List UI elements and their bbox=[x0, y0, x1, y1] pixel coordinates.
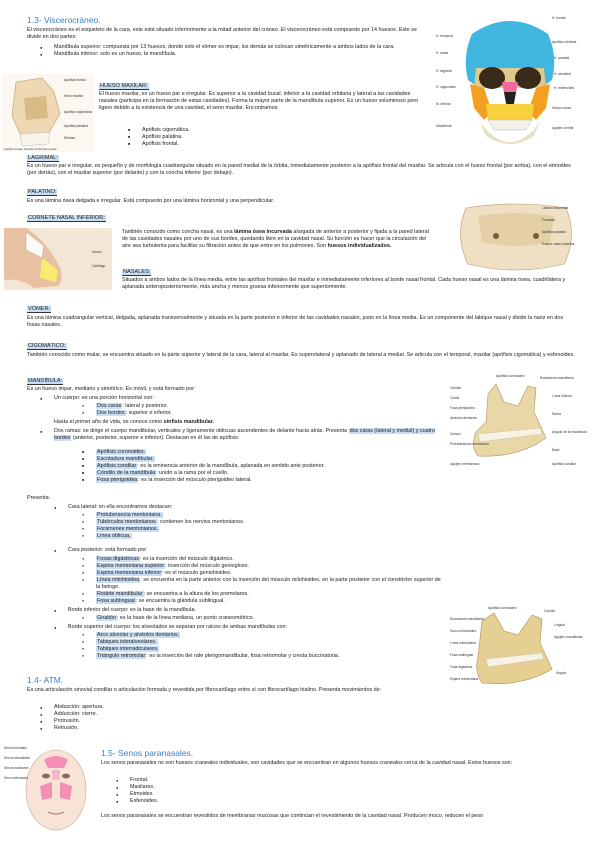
cigomatico-heading: CIGOMÁTICO: bbox=[28, 343, 66, 349]
mandible-lateral-figure bbox=[448, 372, 588, 472]
mandible-medial-label: Cóndilo bbox=[544, 609, 556, 613]
mandible-medial-label: Fosa sublingual bbox=[450, 653, 474, 657]
vomer-text: Es una lámina cuadrangular vertical, delgada, aplanada transversalmente y situada en la parte posterior e inferior de las cavidades nasales, justo en la línea media. Es un componente del tabique nasal y divide la nariz en dos fosas nasales. bbox=[27, 315, 564, 328]
list-item: ● Frontal. bbox=[116, 777, 316, 784]
mandible-label: Fosa pterigoidea bbox=[450, 406, 475, 410]
mandible-medial-label: Apófisis coronoides bbox=[488, 606, 517, 610]
list-item: ● Borde superior del cuerpo: los alveolados se separan por raíces de ambas mandíbulas con: bbox=[54, 624, 454, 631]
list-item: ● Tabiques interalveolares. bbox=[82, 639, 442, 646]
nose-figure bbox=[4, 228, 112, 290]
list-item: ● Un cuerpo: es una porción horizontal con: bbox=[40, 395, 440, 402]
cara-lateral-sublist bbox=[82, 512, 422, 540]
maxilar-caption: Apófisis frontal, Sección frontal del maxilar bbox=[4, 147, 57, 151]
mandibula-intro: Es un hueso impar, mediano y simétrico. Es móvil, y está formado por: bbox=[27, 386, 196, 392]
list-item: ■ Cóndilo de la mandíbula: unido a la rama por el cuello. bbox=[82, 470, 442, 477]
list-item: ● Borde inferior del cuerpo: es la base de la mandíbula. bbox=[54, 607, 434, 614]
skull-label: H. etmoidal bbox=[554, 72, 571, 76]
mandible-medial-label: Espina mentoniana bbox=[450, 677, 479, 681]
list-item: ● Tabiques interradiculares. bbox=[82, 646, 442, 653]
viscerocraneo-intro: El viscerocráneo es el esqueleto de la cara, este está situado inferiormente a la mitad anterior del cráneo. El viscerocráneo está compuesto por 14 huesos. Este se divide en dos partes: bbox=[27, 27, 417, 40]
embryo-note: Hasta el primer año de vida, se conoce como sínfisis mandibular. bbox=[54, 419, 214, 425]
list-item: ● Retrusión. bbox=[40, 725, 340, 732]
cornete-text: También conocido como concha nasal, es una lámina ósea incurvada alargada de anterior a posterior y fijada a la pared lateral de las cavidades nasales por uno de sus bordes, quedando libre en la cavidad nasal. Su función es hacer que la circulación del aire sea turbulenta para facilitar su filtración antes de que entre en los pulmones. Son huesos individualizados. bbox=[122, 229, 429, 249]
mandible-medial-label: Línea milohioidea bbox=[450, 641, 476, 645]
mandible-label: Ángulo de la mandíbula bbox=[552, 430, 587, 434]
maxilar-list bbox=[128, 127, 328, 148]
palate-label: Apófisis palatina bbox=[542, 230, 567, 234]
list-item: ● Forámenes mentonianos. bbox=[82, 526, 422, 533]
senos-text: Los senos paranasales no son huesos craneales individuales, son cavidades que se encuentran en algunos huesos craneales cerca de la cavidad nasal. Estos huesos son: bbox=[101, 760, 513, 766]
cara-posterior-sublist bbox=[82, 556, 442, 605]
skull-label: Mandíbula bbox=[436, 124, 452, 128]
palatino-heading: PALATINO: bbox=[28, 189, 57, 195]
palate-label: Foramen bbox=[542, 218, 556, 222]
maxilar-label: Apófisis frontal bbox=[64, 78, 86, 82]
teeth-shape bbox=[488, 120, 532, 130]
list-item: ■ Fosa pterigoidea: es la inserción del músculo pterigoideo lateral. bbox=[82, 477, 442, 484]
sinus-shape bbox=[24, 96, 48, 120]
list-item: ■ Apófisis frontal. bbox=[128, 141, 328, 148]
list-item: ● Cara posterior: está formado por: bbox=[54, 547, 434, 554]
palate-label: Lámina horizontal bbox=[542, 206, 569, 210]
skull-illustration bbox=[434, 12, 586, 154]
list-item: ● Dos bordes: superior e inferior. bbox=[82, 410, 422, 417]
list-item: ● Protuberancia mentoniana. bbox=[82, 512, 422, 519]
lagrimal-text: Es un hueso par e irregular, es pequeño y de morfología cuadrangular situado en la pared medial de la órbita, inmediatamente posterior a la apófisis frontal del maxilar. Se articula con el hueso frontal (por arriba), con el etmoides (por detrás), con el maxilar superior (por delante) y con la concha inferior (por debajo). bbox=[27, 163, 571, 176]
maxilar-label: Apófisis cigomática bbox=[64, 110, 93, 114]
viscerocraneo-list bbox=[40, 44, 425, 58]
mandibula-cuerpo-list bbox=[40, 395, 440, 402]
palatino-text: Es una lámina ósea delgada e irregular. Está compuesto por una lámina horizontal y una perpendicular. bbox=[27, 198, 275, 204]
cara-posterior-list bbox=[54, 547, 434, 554]
section-title-senos: 1.5- Senos paranasales. bbox=[101, 748, 194, 758]
list-item: ● Protrusión. bbox=[40, 718, 340, 725]
list-item: ■ Apófisis condilar: es la eminencia anterior de la mandíbula, aplanada en sentido ante posterior. bbox=[82, 463, 442, 470]
mandible-label: Línea oblicua bbox=[552, 394, 572, 398]
senos-label: Senos maxilares bbox=[4, 766, 29, 770]
section-title-atm: 1.4- ATM. bbox=[27, 675, 64, 685]
borde-inferior-list bbox=[54, 607, 434, 614]
list-item: ● Abducción: apertura. bbox=[40, 704, 340, 711]
mandible-label: Cuerpo bbox=[450, 432, 461, 436]
list-item: ● Fosa sublingual: se encuentra la glándula sublingual. bbox=[82, 598, 442, 605]
skull-figure bbox=[434, 12, 586, 154]
list-item: ● Maxilares. bbox=[116, 784, 316, 791]
nose-illustration bbox=[4, 228, 112, 290]
cigomatico-text: También conocido como malar, se encuentra situado en la parte superior y lateral de la cara, lateral al maxilar. Es superolateral y aplanado de lateral a medial. Se articula con el temporal, maxilar (apófisis cigomática) y esfenoides. bbox=[27, 352, 575, 358]
mandible-label: Apófisis coronoides bbox=[496, 374, 525, 378]
presenta-label: Presenta: bbox=[27, 495, 51, 501]
mandible-label: Protuberancia mentoniana bbox=[450, 442, 489, 446]
list-item: ● Dos ramas: se dirige el cuerpo mandibular, verticales y ligeramente oblicuas ascendentes de delante hacia atrás. Presenta dos caras (lateral y medial) y cuatro bordes (anterior, posterior, superior e inferior). Destacan en él las de apófisis: bbox=[40, 428, 440, 442]
cornete-heading: CORNETE NASAL INFERIOR: bbox=[28, 215, 105, 221]
skull-label: H. cigomático bbox=[436, 85, 456, 89]
mandible-medial-label: Fosa digástrica bbox=[450, 665, 473, 669]
list-item: ● Tubérculos mentonianos: contienen los nervios mentonianos. bbox=[82, 519, 422, 526]
skull-label: H. temporal bbox=[436, 34, 454, 38]
mandibula-heading: MANDÍBULA: bbox=[28, 378, 63, 384]
senos-list bbox=[116, 777, 316, 805]
atm-list bbox=[40, 704, 340, 732]
skull-label: M. inferior bbox=[436, 102, 451, 106]
mandible-medial-label: Escotadura mandibular bbox=[450, 617, 484, 621]
list-item: ● Mandíbula inferior: solo es un hueso, la mandíbula. bbox=[40, 51, 425, 58]
teeth-shape bbox=[20, 132, 50, 146]
list-item: ● Adducción: cierre. bbox=[40, 711, 340, 718]
lagrimal-heading: LAGRIMAL: bbox=[28, 155, 58, 161]
maxilar-text: El hueso maxilar, es un hueso par e irregular. Es superior a la cavidad bucal, inferior a la cavidad orbitaria y lateral a las cavidades nasales (participa en la formación de estas cavidades). Forma la mayor parte de la mandíbula superior. Es un hueso voluminoso pero ligero debido a la existencia de una cavidad, el seno maxilar. Encontramos: bbox=[99, 91, 419, 111]
nasales-text: Situados a ambos lados de la línea media, entre las apófisis frontales del maxilar e inmediatamente inferiores al borde nasal frontal. Cada hueso nasal es una lámina ósea, cuadrilátera y aplanada anteroposteriormente, más ancha y menos gruesa inferiormente que superiormente. bbox=[122, 277, 566, 290]
skull-label: H. lagrimal bbox=[436, 69, 452, 73]
right-orbit-shape bbox=[515, 67, 541, 89]
nose-label: Hueso bbox=[92, 250, 102, 254]
senos-label: Seno esfenoidal bbox=[4, 776, 28, 780]
skull-label: H. frontal bbox=[552, 16, 566, 20]
skull-label: Apófisis orbitaria bbox=[552, 40, 577, 44]
maxilar-label: Apófisis palatina bbox=[64, 124, 89, 128]
nose-label: Cartílago bbox=[92, 264, 106, 268]
list-item: ● Rodete mandibular: se encuentra a la altura de los premolares. bbox=[82, 591, 442, 598]
skull-label: H. nasal bbox=[436, 51, 449, 55]
borde-inferior-sublist bbox=[82, 615, 422, 622]
list-item: ● Gnatión: es la base de la línea mediana, un punto craneométrico. bbox=[82, 615, 422, 622]
borde-superior-sublist bbox=[82, 632, 442, 660]
list-item: ■ Apófisis cigomática. bbox=[128, 127, 328, 134]
skull-label: H. esfenoides bbox=[554, 86, 575, 90]
list-item: ■ Escotadura mandibular. bbox=[82, 456, 442, 463]
list-item: ● Etmoides. bbox=[116, 791, 316, 798]
list-item: ● Espina mentoniana inferior: es el músculo geniohioideo. bbox=[82, 570, 442, 577]
ramas-sublist bbox=[82, 449, 442, 484]
list-item: ● Línea milohioidea: se encuentra en la parte anterior con la inserción del músculo milohioideo, en la parte posterior con el constrictor superior de la faringe. bbox=[82, 577, 442, 591]
list-item: ■ Apófisis palatina. bbox=[128, 134, 328, 141]
list-item: ● Línea oblicua. bbox=[82, 533, 422, 540]
cuerpo-sublist bbox=[82, 403, 422, 417]
palate-illustration bbox=[446, 202, 586, 274]
mandible-medial-label: Agujero mandibular bbox=[554, 635, 583, 639]
mandible-label: Cóndilo bbox=[450, 386, 462, 390]
senos-closing: Los senos paranasales se encuentran revestidos de membranas mucosas que continúan el revestimiento de la cavidad nasal. Producen moco, reducen el peso bbox=[101, 813, 484, 819]
mandible-label: Cuello bbox=[450, 396, 460, 400]
senos-figure bbox=[2, 742, 92, 842]
list-item: ■ Apófisis coronoides. bbox=[82, 449, 442, 456]
skull-label: H. parietal bbox=[554, 56, 570, 60]
mandible-medial-figure bbox=[448, 605, 588, 689]
vomer-heading: VÓMER: bbox=[28, 306, 51, 312]
maxilla-shape bbox=[486, 104, 534, 120]
mandible-label: Rama bbox=[552, 412, 561, 416]
mandibula-ramas-list bbox=[40, 428, 440, 442]
list-item: ● Espina mentoniana superior: inserción del músculo geniogloso. bbox=[82, 563, 442, 570]
section-title-viscerocraneo: 1.3- Viscerocráneo. bbox=[27, 15, 101, 25]
borde-superior-list bbox=[54, 624, 454, 631]
maxilar-figure bbox=[2, 74, 94, 152]
list-item: ● Dos caras: lateral y posterior. bbox=[82, 403, 422, 410]
maxilar-heading: HUESO MAXILAR: bbox=[100, 83, 148, 89]
left-orbit-shape bbox=[479, 67, 505, 89]
mandible-label: Agujero mentoniano bbox=[450, 462, 480, 466]
mandible-label: Base bbox=[552, 448, 560, 452]
mandible-label: Escotadura mandibular bbox=[540, 376, 574, 380]
list-item: ● Arco alveolar y alvéolos dentarios. bbox=[82, 632, 442, 639]
mandible-medial-label: Surco milohioideo bbox=[450, 629, 477, 633]
mandible-label: Alvéolos dentarios bbox=[450, 416, 477, 420]
senos-label: Senos frontales bbox=[4, 746, 27, 750]
list-item: ● Triángulo retromolar: es la inserción del rafe pterigomandibular, fosa retromolar y cresta buccinatoria. bbox=[82, 653, 442, 660]
mandible-label: Apófisis condilar bbox=[552, 462, 577, 466]
mandible-lateral-illustration bbox=[448, 372, 588, 472]
list-item: ● Cara lateral: en ella encontramos destacan: bbox=[54, 504, 434, 511]
list-item: ● Esfenoides. bbox=[116, 798, 316, 805]
list-item: ● Fosas digástricas: es la inserción del músculo digástrico. bbox=[82, 556, 442, 563]
skull-label: Hueso vómer bbox=[552, 106, 572, 110]
palate-figure bbox=[446, 202, 586, 274]
atm-text: Es una articulación sinovial condilar o articulación formada y revestida por fibrocartílago entre sí con fibrocartílago hialino. Presenta movimientos de: bbox=[27, 687, 382, 693]
skull-label: Agujero dental bbox=[552, 126, 574, 130]
senos-label: Senos etmoidales bbox=[4, 756, 31, 760]
maxilar-label: Seno maxilar bbox=[64, 94, 84, 98]
mandible-medial-label: Língula bbox=[554, 623, 565, 627]
maxilar-label: Dientes bbox=[64, 136, 76, 140]
list-item: ● Mandíbula superior: compuesta por 13 huesos, donde solo el vómer es impar, los demás se colocan simétricamente a ambos lados de la cara. bbox=[40, 44, 425, 51]
palate-label: Espina nasal posterior bbox=[542, 242, 575, 246]
cara-lateral-list bbox=[54, 504, 434, 511]
nasales-heading: NASALES: bbox=[123, 269, 151, 275]
mandible-medial-label: Ángulo bbox=[556, 671, 567, 675]
